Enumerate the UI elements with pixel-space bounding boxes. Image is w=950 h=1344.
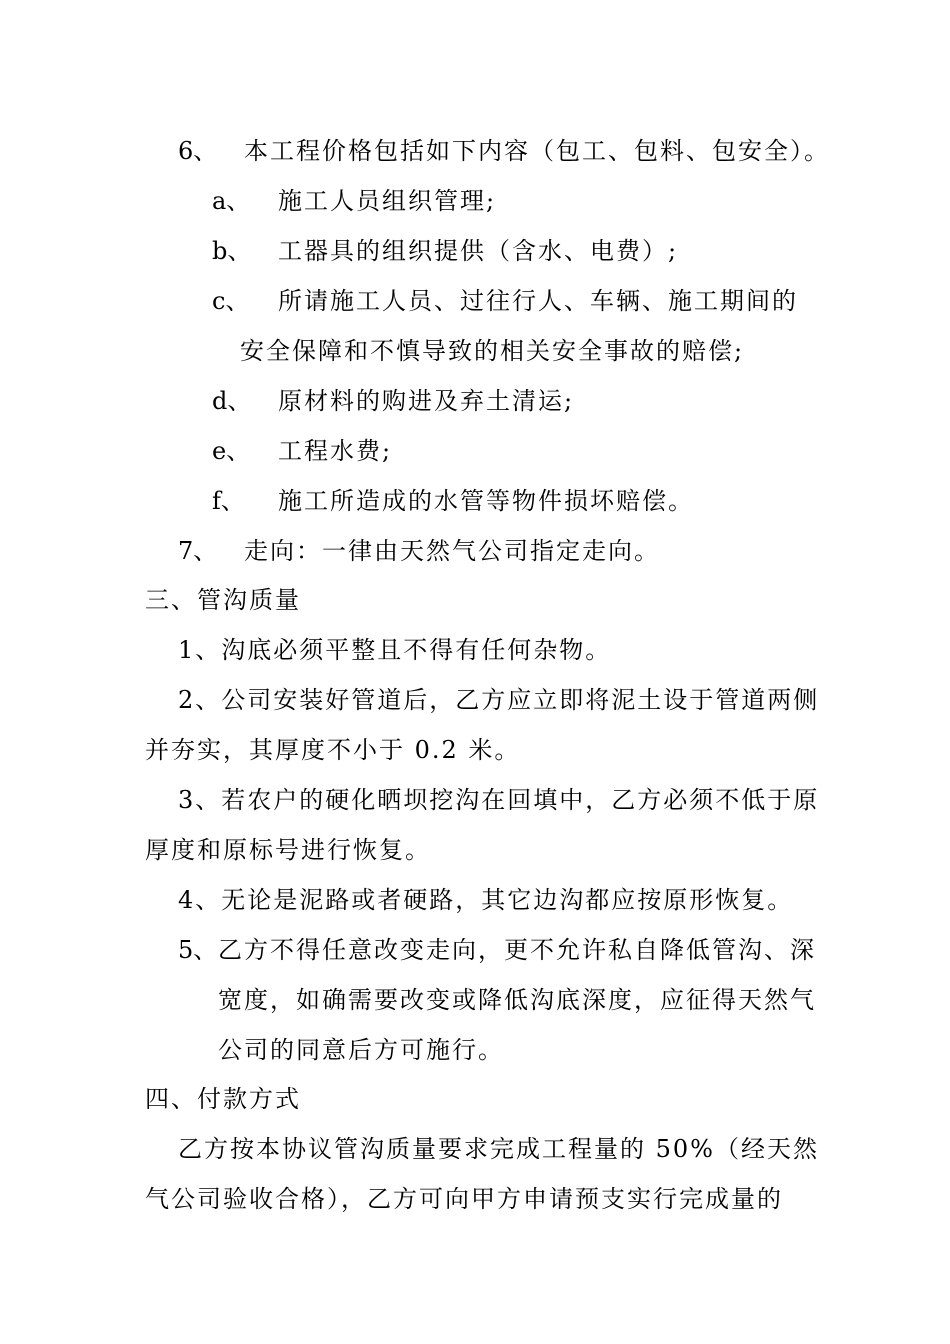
item-7-number: 7、 xyxy=(178,537,218,565)
quality-item-1: 1、沟底必须平整且不得有任何杂物。 xyxy=(178,636,612,664)
sub-f-text: 施工所造成的水管等物件损坏赔偿。 xyxy=(278,487,694,515)
payment-paragraph: 乙方按本协议管沟质量要求完成工程量的 50%（经天然 xyxy=(178,1135,819,1163)
payment-paragraph-continuation: 气公司验收合格），乙方可向甲方申请预支实行完成量的 xyxy=(145,1185,783,1213)
sub-c-number: c、 xyxy=(212,287,250,315)
sub-c-continuation: 安全保障和不慎导致的相关安全事故的赔偿; xyxy=(240,337,745,365)
item-6-number: 6、 xyxy=(178,137,218,165)
sub-d-number: d、 xyxy=(212,387,252,415)
quality-item-5: 乙方不得任意改变走向，更不允许私自降低管沟、深 xyxy=(218,936,816,964)
item-6-text: 本工程价格包括如下内容（包工、包料、包安全）。 xyxy=(244,137,830,165)
sub-b-text: 工器具的组织提供（含水、电费）; xyxy=(278,237,679,265)
sub-e-number: e、 xyxy=(212,437,251,465)
quality-item-5-continuation-2: 公司的同意后方可施行。 xyxy=(218,1036,504,1064)
sub-f-number: f、 xyxy=(212,487,245,515)
sub-b-number: b、 xyxy=(212,237,252,265)
quality-item-3: 3、若农户的硬化晒坝挖沟在回填中，乙方必须不低于原 xyxy=(178,786,820,814)
quality-item-5-continuation-1: 宽度，如确需要改变或降低沟底深度，应征得天然气 xyxy=(218,986,816,1014)
sub-a-text: 施工人员组织管理; xyxy=(278,187,497,215)
item-7-text: 走向：一律由天然气公司指定走向。 xyxy=(244,537,660,565)
section-4-heading: 四、付款方式 xyxy=(145,1085,301,1113)
sub-d-text: 原材料的购进及弃土清运; xyxy=(278,387,575,415)
sub-e-text: 工程水费; xyxy=(278,437,393,465)
sub-a-number: a、 xyxy=(212,187,251,215)
sub-c-text: 所请施工人员、过往行人、车辆、施工期间的 xyxy=(278,287,798,315)
quality-item-4: 4、无论是泥路或者硬路，其它边沟都应按原形恢复。 xyxy=(178,886,794,914)
quality-item-3-continuation: 厚度和原标号进行恢复。 xyxy=(145,836,431,864)
quality-item-2-continuation: 并夯实，其厚度不小于 0.2 米。 xyxy=(145,736,521,764)
quality-item-5-number: 5、 xyxy=(178,936,218,964)
section-3-heading: 三、管沟质量 xyxy=(145,586,301,614)
quality-item-2: 2、公司安装好管道后，乙方应立即将泥土设于管道两侧 xyxy=(178,686,820,714)
